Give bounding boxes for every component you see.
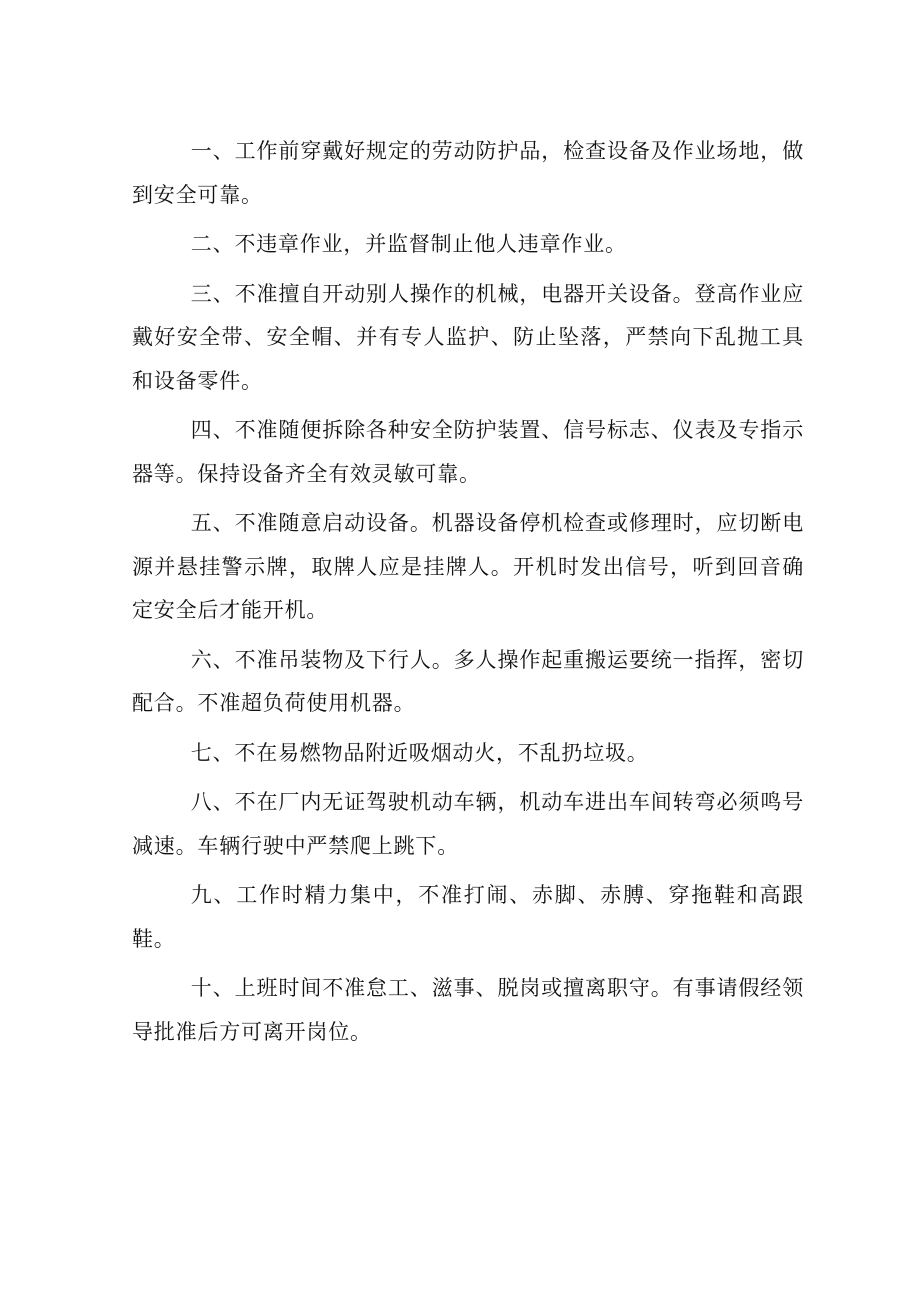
rule-paragraph-7: 七、不在易燃物品附近吸烟动火，不乱扔垃圾。	[190, 740, 649, 765]
rule-paragraph-8: 八、不在厂内无证驾驶机动车辆，机动车进出车间转弯必须鸣号减速。车辆行驶中严禁爬上跳下。	[132, 790, 804, 858]
rule-paragraph-2: 二、不违章作业，并监督制止他人违章作业。	[190, 232, 627, 256]
rule-paragraph-1: 一、工作前穿戴好规定的劳动防护品，检查设备及作业场地，做到安全可靠。	[132, 139, 804, 207]
rule-paragraph-9: 九、工作时精力集中，不准打闹、赤脚、赤膊、穿拖鞋和高跟鞋。	[132, 883, 804, 951]
rule-paragraph-6: 六、不准吊装物及下行人。多人操作起重搬运要统一指挥，密切配合。不准超负荷使用机器。	[132, 647, 804, 715]
rule-paragraph-5: 五、不准随意启动设备。机器设备停机检查或修理时，应切断电源并悬挂警示牌，取牌人应是挂牌人。开机时发出信号，听到回音确定安全后才能开机。	[132, 511, 804, 622]
rule-paragraph-3: 三、不准擅自开动别人操作的机械，电器开关设备。登高作业应戴好安全带、安全帽、并有专人监护、防止坠落，严禁向下乱抛工具和设备零件。	[132, 281, 804, 393]
rule-paragraph-4: 四、不准随便拆除各种安全防护装置、信号标志、仪表及专指示器等。保持设备齐全有效灵敏可靠。	[132, 418, 804, 486]
document-body	[132, 130, 804, 1060]
rule-paragraph-10: 十、上班时间不准怠工、滋事、脱岗或擅离职守。有事请假经领导批准后方可离开岗位。	[132, 976, 804, 1044]
